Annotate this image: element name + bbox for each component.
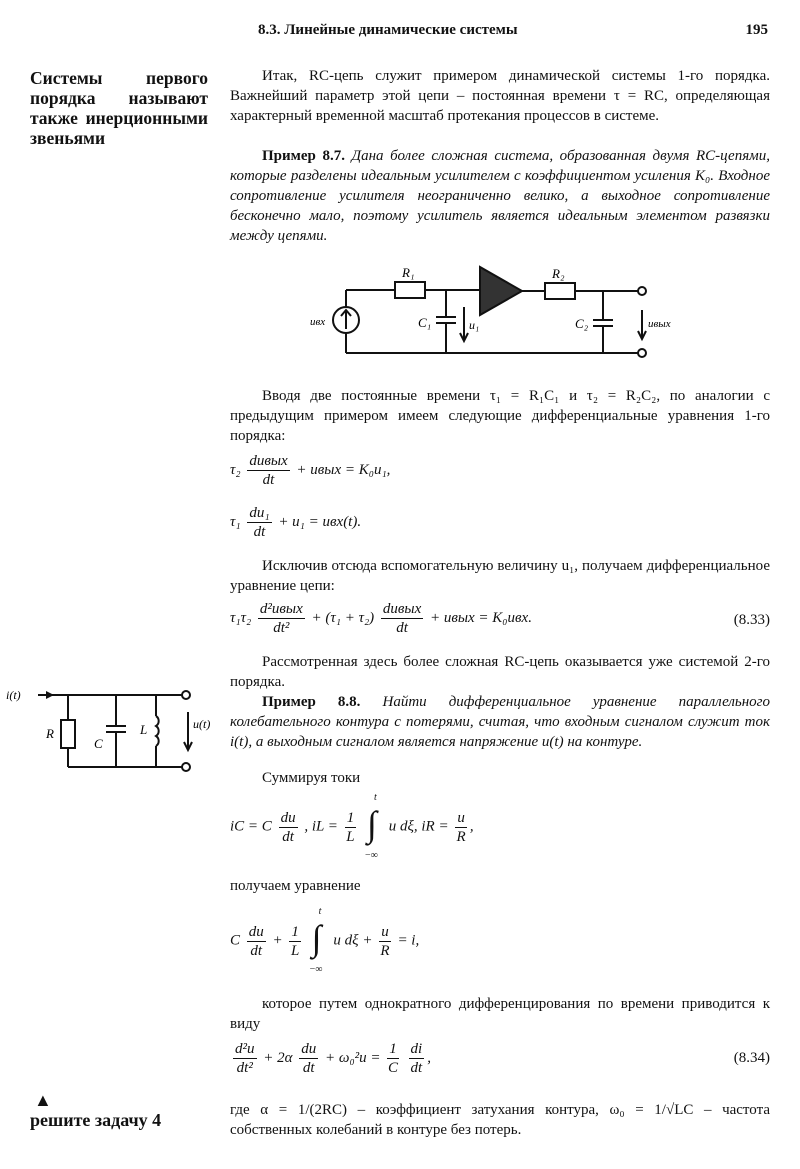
- running-header: [258, 22, 768, 42]
- paragraph-intro: Итак, RC-цепь служит примером динамической системы 1-го порядка. Важнейший параметр этой цепи – постоянная времени τ = RC, определяющая характерный временной масштаб протекания процессов в системе.: [230, 68, 770, 124]
- equation-8-34: $\frac{\text{d²u}}{\text{dt²}}$ + 2α $\frac{du}{dt}$ + ω₀²u = $\frac{1}{C}$ $\frac{di}{dt}$ ,: [235, 1041, 431, 1076]
- label-r: R: [46, 726, 54, 741]
- example-label: Пример 8.7.: [262, 148, 345, 164]
- resistor-r1: [395, 282, 425, 298]
- triangle-marker-icon: ▲: [34, 1090, 52, 1110]
- task-link[interactable]: решите задачу 4: [30, 1110, 162, 1130]
- example-text: Найти дифференциальное уравнение параллельного колебательного контура с потерями, считая, что входным сигналом служит ток i(t), а выходным сигналом является напряжение u(t) на контуре.: [230, 694, 771, 750]
- label-l: L: [140, 722, 148, 737]
- example-8-8: [230, 692, 770, 752]
- example-8-7: [230, 146, 770, 246]
- paragraph-sum-currents: Суммируя токи: [262, 770, 361, 786]
- equation-currents: iC = C $\frac{du}{dt}$ , iL = $\frac{1}{L}$ t ∫ −∞ u dξ, iR = $\frac{u}{R}$ ,: [230, 792, 474, 861]
- margin-note: Системы первого порядка называют также инерционными звеньями: [30, 68, 208, 148]
- integral-icon: t ∫ −∞: [309, 906, 323, 975]
- header-title: 8.3. Линейные динамические системы: [258, 22, 518, 38]
- label-uin: uвх: [310, 316, 326, 328]
- label-uout: uвых: [648, 318, 671, 330]
- page-number: 195: [745, 22, 768, 38]
- equation-8-33: τ₁τ₂ $\frac{\text{d²uвых}}{\text{dt²}}$ + (τ₁ + τ₂) $\frac{\text{duвых}}{dt}$ + uвых = K₀uвх.: [230, 601, 532, 636]
- label-u: u(t): [193, 717, 211, 731]
- resistor-r2: [545, 283, 575, 299]
- equation-tau2: τ₂ $\frac{\text{duвых}}{dt}$ + uвых = K₀u₁,: [230, 453, 391, 488]
- example-text: Дана более сложная система, образованная двумя RC-цепями, которые разделены идеальным усилителем с коэффициентом усиления K₀. Входное сопротивление усилителя неограниченно велико, а выходное сопротивление бесконечно мало, поэтому усилитель является идеальным элементом развязки между цепями.: [230, 148, 770, 244]
- equation-sum: C $\frac{du}{dt}$ + $\frac{1}{L}$ t ∫ −∞ u dξ + $\frac{u}{R}$ = i,: [230, 906, 420, 975]
- rc-amplifier-circuit: [300, 255, 690, 380]
- parallel-rlc-circuit: [6, 682, 216, 782]
- inductor-l: [156, 716, 159, 767]
- paragraph-differentiate: которое путем однократного дифференцирования по времени приводится к виду: [230, 996, 770, 1032]
- paragraph-second-order: Рассмотренная здесь более сложная RC-цепь оказывается уже системой 2-го порядка.: [230, 654, 770, 690]
- label-r2: R₂: [552, 266, 565, 281]
- amplifier-icon: [480, 267, 522, 315]
- integral-icon: t ∫ −∞: [364, 792, 378, 861]
- label-r1: R₁: [402, 265, 415, 280]
- label-c: C: [94, 736, 103, 751]
- equation-number-8-34: (8.34): [733, 1050, 770, 1066]
- paragraph-time-constants: Вводя две постоянные времени τ₁ = R₁C₁ и τ₂ = R₂C₂, по аналогии с предыдущим примером имеем следующие дифференциальные уравнения 1-го порядка:: [230, 388, 770, 444]
- paragraph-alpha-omega: где α = 1/(2RC) – коэффициент затухания контура, ω₀ = 1/√LC – частота собственных колебаний в контуре без потерь.: [230, 1102, 770, 1138]
- label-u1: u₁: [469, 318, 480, 332]
- example-label: Пример 8.8.: [262, 694, 361, 710]
- paragraph-get-equation: получаем уравнение: [230, 878, 361, 894]
- label-input-current: i(t): [6, 688, 21, 702]
- paragraph-exclude: Исключив отсюда вспомогательную величину u₁, получаем дифференциальное уравнение цепи:: [230, 558, 770, 594]
- label-c1: C₁: [418, 315, 432, 330]
- equation-number-8-33: (8.33): [733, 612, 770, 628]
- equation-tau1: τ₁ $\frac{\text{du₁}}{dt}$ + u₁ = uвх(t).: [230, 505, 362, 540]
- resistor-r: [61, 720, 75, 748]
- label-c2: C₂: [575, 316, 589, 331]
